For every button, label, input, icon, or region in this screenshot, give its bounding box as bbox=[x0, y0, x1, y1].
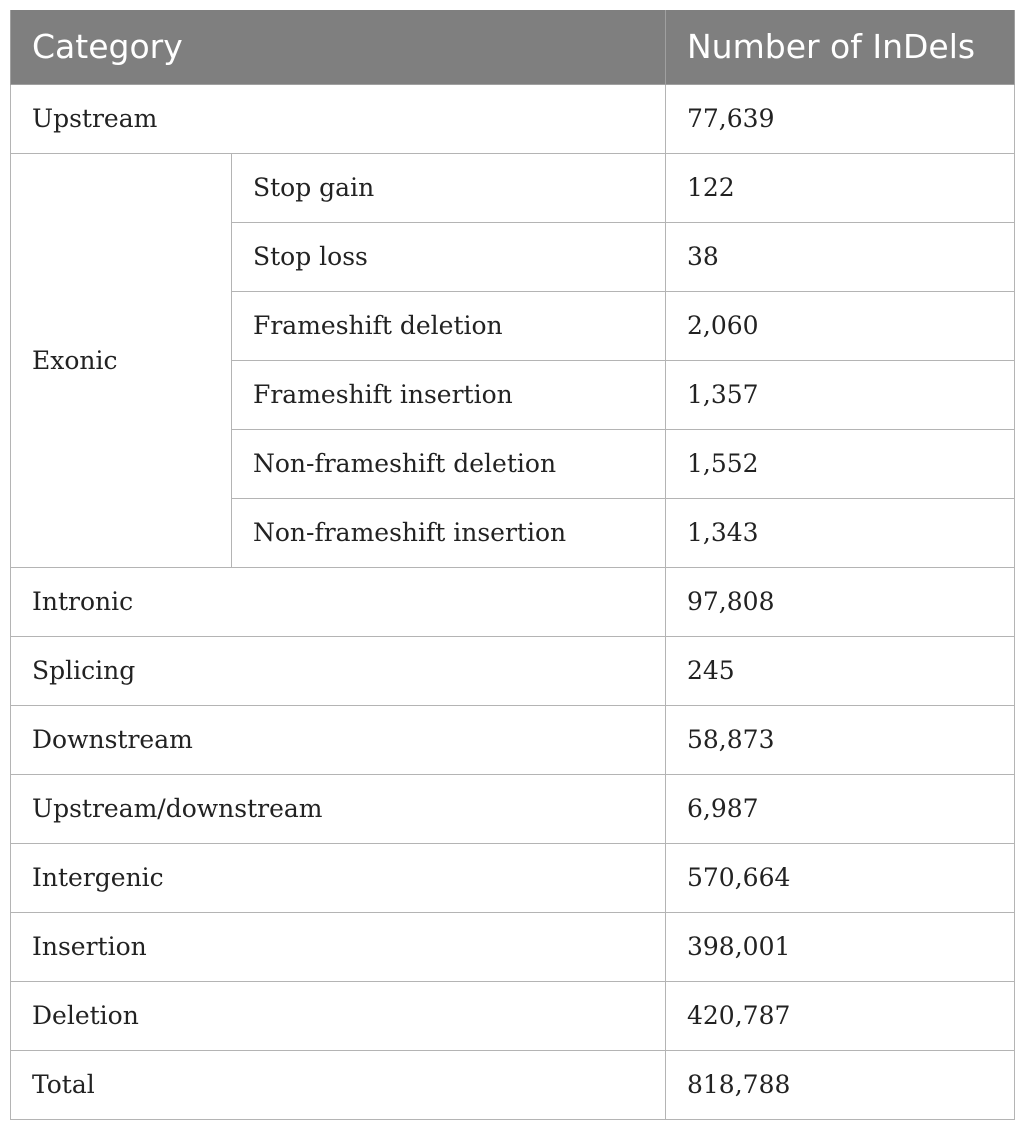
header-row bbox=[11, 10, 1015, 84]
sub-row-label: Stop loss bbox=[232, 222, 666, 291]
sub-row-label: Non-frameshift insertion bbox=[232, 498, 666, 567]
row-value: 97,808 bbox=[666, 567, 1015, 636]
row-value: 122 bbox=[666, 153, 1015, 222]
row-label: Downstream bbox=[11, 705, 666, 774]
exonic-group-label: Exonic bbox=[11, 153, 232, 567]
table-row bbox=[11, 705, 1015, 774]
row-label: Upstream bbox=[11, 84, 666, 153]
row-label: Total bbox=[11, 1050, 666, 1119]
row-value: 1,343 bbox=[666, 498, 1015, 567]
indel-category-table bbox=[10, 10, 1015, 1120]
indel-category-table-container bbox=[10, 10, 1014, 1120]
row-value: 570,664 bbox=[666, 843, 1015, 912]
row-value: 245 bbox=[666, 636, 1015, 705]
table-row bbox=[11, 636, 1015, 705]
row-value: 1,552 bbox=[666, 429, 1015, 498]
header-number-of-indels: Number of InDels bbox=[666, 10, 1015, 84]
row-label: Intergenic bbox=[11, 843, 666, 912]
row-value: 818,788 bbox=[666, 1050, 1015, 1119]
table-row bbox=[11, 843, 1015, 912]
sub-row-label: Frameshift insertion bbox=[232, 360, 666, 429]
row-value: 6,987 bbox=[666, 774, 1015, 843]
sub-row-label: Stop gain bbox=[232, 153, 666, 222]
row-value: 58,873 bbox=[666, 705, 1015, 774]
row-value: 1,357 bbox=[666, 360, 1015, 429]
row-value: 2,060 bbox=[666, 291, 1015, 360]
table-row-total bbox=[11, 1050, 1015, 1119]
header-category: Category bbox=[11, 10, 666, 84]
table-header bbox=[11, 10, 1015, 84]
sub-row-label: Frameshift deletion bbox=[232, 291, 666, 360]
row-label: Upstream/downstream bbox=[11, 774, 666, 843]
row-value: 420,787 bbox=[666, 981, 1015, 1050]
table-row bbox=[11, 153, 1015, 222]
table-row bbox=[11, 912, 1015, 981]
row-label: Insertion bbox=[11, 912, 666, 981]
table-row bbox=[11, 981, 1015, 1050]
row-value: 38 bbox=[666, 222, 1015, 291]
row-label: Intronic bbox=[11, 567, 666, 636]
row-label: Deletion bbox=[11, 981, 666, 1050]
table-row bbox=[11, 774, 1015, 843]
table-body bbox=[11, 84, 1015, 1119]
row-value: 77,639 bbox=[666, 84, 1015, 153]
table-row bbox=[11, 84, 1015, 153]
row-label: Splicing bbox=[11, 636, 666, 705]
row-value: 398,001 bbox=[666, 912, 1015, 981]
sub-row-label: Non-frameshift deletion bbox=[232, 429, 666, 498]
table-row bbox=[11, 567, 1015, 636]
